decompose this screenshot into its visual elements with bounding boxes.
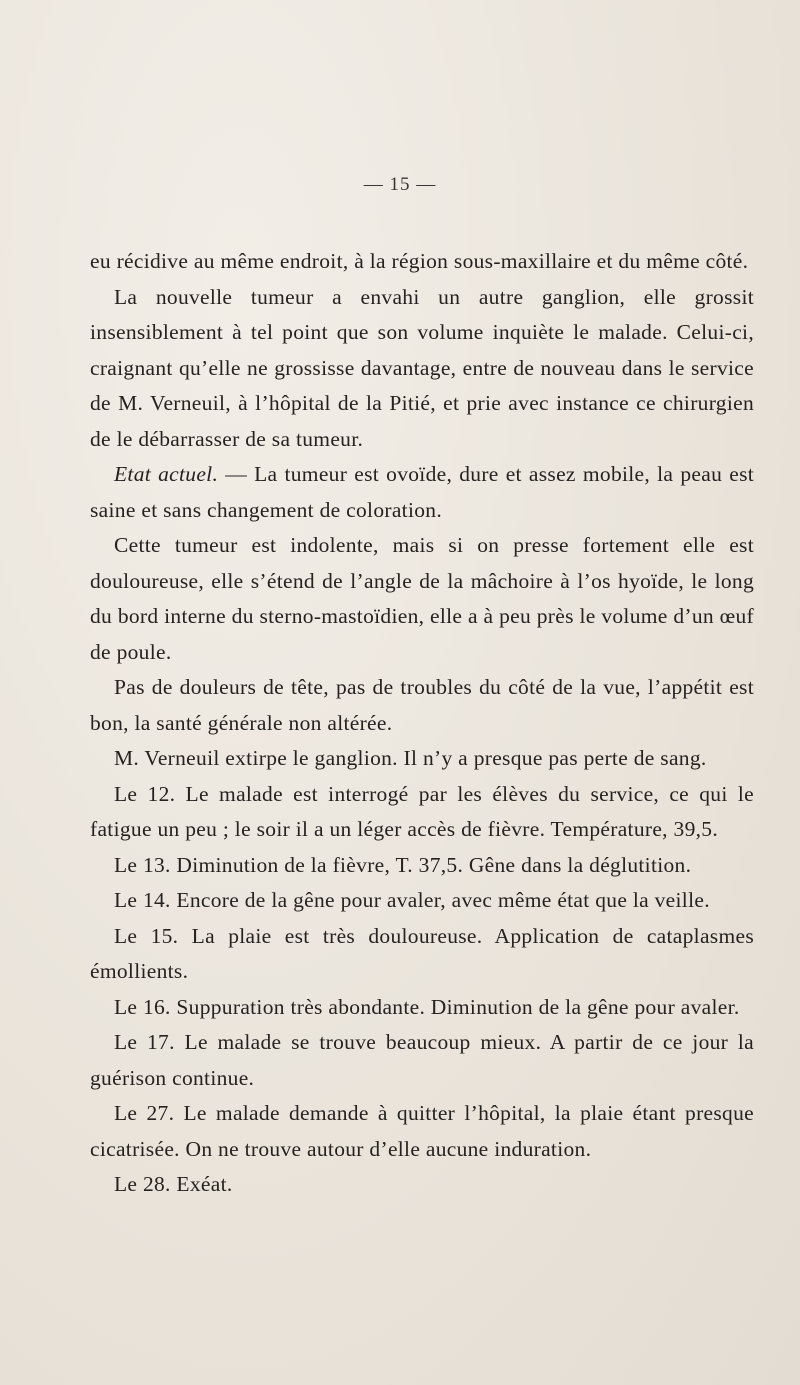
page-number: — 15 — <box>363 174 437 195</box>
paragraph: Le 16. Suppuration très abondante. Diminution de la gêne pour avaler. <box>114 994 740 1019</box>
paragraph: La nouvelle tumeur a envahi un autre ganglion, elle grossit insensiblement à tel point que son volume inquiète le malade. Celui-ci, craignant qu’elle ne grossisse davantage, entre de nouveau dans le service de M. Verneuil, à l’hôpital de la Pitié, et prie avec instance ce chirurgien de le débarrasser de sa tumeur. <box>90 284 754 451</box>
paragraph: Le 15. La plaie est très douloureuse. Application de cataplasmes émollients. <box>90 923 754 983</box>
paragraph: M. Verneuil extirpe le ganglion. Il n’y a presque pas perte de sang. <box>114 746 707 770</box>
section-lead: Etat actuel. <box>114 462 219 486</box>
paragraph: Pas de douleurs de tête, pas de troubles du côté de la vue, l’appétit est bon, la santé générale non altérée. <box>90 675 754 735</box>
paragraph: Le 14. Encore de la gêne pour avaler, avec même état que la veille. <box>114 888 710 912</box>
paragraph: Cette tumeur est indolente, mais si on presse fortement elle est douloureuse, elle s’étend de l’angle de la mâchoire à l’os hyoïde, le long du bord interne du sterno-mastoïdien, elle a à peu près le volume d’un œuf de poule. <box>90 533 754 664</box>
paragraph: Le 28. Exéat. <box>114 1172 233 1196</box>
body-text <box>90 244 754 1203</box>
paragraph: Le 12. Le malade est interrogé par les élèves du service, ce qui le fatigue un peu ; le soir il a un léger accès de fièvre. Température, 39,5. <box>90 781 754 841</box>
paragraph: Le 17. Le malade se trouve beaucoup mieux. A partir de ce jour la guérison continue. <box>90 1030 754 1090</box>
paragraph-text: — La tumeur est ovoïde, dure et assez mobile, la peau est saine et sans changement de coloration. <box>90 462 755 522</box>
paragraph: eu récidive au même endroit, à la région sous-maxillaire et du même côté. <box>90 249 749 273</box>
paragraph: Le 13. Diminution de la fièvre, T. 37,5. Gêne dans la déglutition. <box>114 852 692 877</box>
paragraph <box>90 457 754 528</box>
paragraph: Le 27. Le malade demande à quitter l’hôpital, la plaie étant presque cicatrisée. On ne trouve autour d’elle aucune induration. <box>90 1101 754 1161</box>
